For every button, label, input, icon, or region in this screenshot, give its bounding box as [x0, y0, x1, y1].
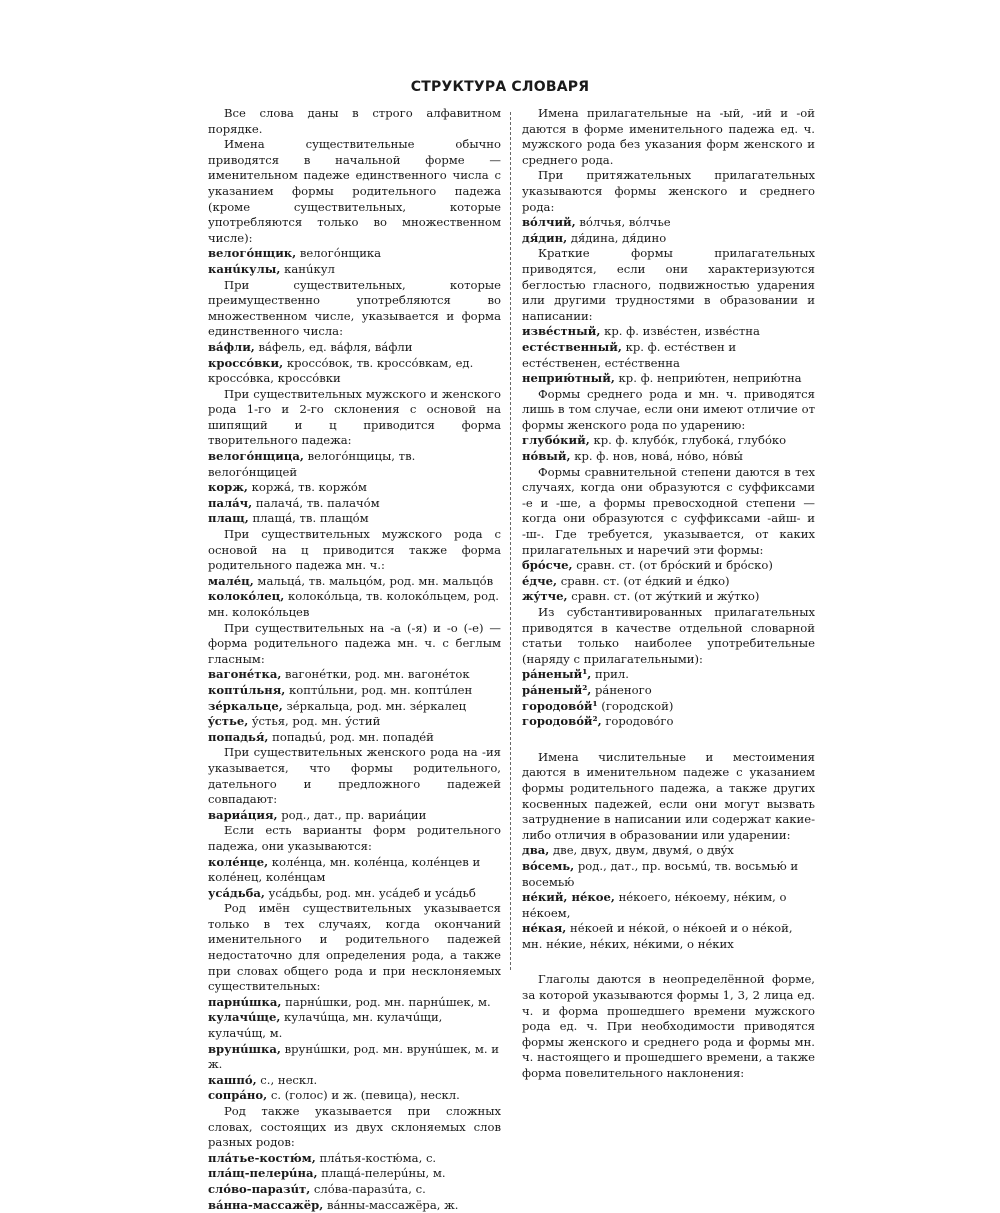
headword: кроссóвки, — [208, 355, 284, 370]
dictionary-entry — [208, 1088, 501, 1104]
paragraph: Род имён существительных указывается только в тех случаях, когда окончаний именительного и родительного падежей недостаточно для определения рода, а также при словах общего рода и при несклоняемых существительных: — [208, 901, 501, 994]
entry-forms: кр. ф. извéстен, извéстна — [600, 324, 760, 339]
dictionary-entry — [208, 262, 501, 278]
headword: зéркальце, — [208, 698, 283, 713]
dictionary-entry — [208, 1198, 501, 1213]
dictionary-entry — [208, 714, 501, 730]
headword: нéкий, нéкое, — [522, 890, 615, 905]
dictionary-entry — [522, 574, 815, 590]
paragraph: При притяжательных прилагательных указываются формы женского и среднего рода: — [522, 168, 815, 214]
headword: вáнна-массажёр, — [208, 1197, 324, 1212]
dictionary-entry — [208, 356, 501, 387]
entry-forms: вагонéтки, род. мн. вагонéток — [281, 667, 470, 682]
dictionary-entry — [208, 886, 501, 902]
dictionary-entry — [522, 843, 815, 859]
dictionary-entry — [522, 890, 815, 921]
dictionary-entry — [208, 1042, 501, 1073]
entry-forms: кр. ф. естéствен и естéственен, естéственна — [522, 339, 737, 370]
entry-forms: вáнны-массажёра, ж. — [323, 1197, 459, 1212]
entry-forms: рáненого — [591, 682, 652, 697]
dictionary-entry — [208, 699, 501, 715]
headword: малéц, — [208, 573, 254, 588]
dictionary-entry — [208, 511, 501, 527]
dictionary-entry — [208, 667, 501, 683]
left-column — [208, 106, 501, 1213]
entry-forms: сравн. ст. (от éдкий и éдко) — [557, 573, 730, 588]
dictionary-entry — [522, 859, 815, 890]
dictionary-entry — [208, 574, 501, 590]
headword: естéственный, — [522, 339, 622, 354]
headword: глубóкий, — [522, 433, 590, 448]
dictionary-entry — [522, 324, 815, 340]
dictionary-entry — [522, 683, 815, 699]
dictionary-entry — [208, 1166, 501, 1182]
headword: вóсемь, — [522, 858, 575, 873]
entry-forms: палачá, тв. палачóм — [252, 495, 380, 510]
paragraph: Имена существительные обычно приводятся в начальной форме — именительном падеже единственного числа с указанием формы родительного падежа (кроме существительных, которые употребляются только во множественном числе): — [208, 137, 501, 245]
page-title: СТРУКТУРА СЛОВАРЯ — [410, 79, 590, 95]
entry-forms: сравн. ст. (от брóский и брóско) — [572, 558, 773, 573]
headword: рáненый², — [522, 682, 592, 697]
entry-forms: род., дат., пр. вариáции — [277, 807, 427, 822]
paragraph: При существительных, которые преимущественно употребляются во множественном числе, указывается и форма единственного числа: — [208, 277, 501, 339]
entry-forms: дя́дина, дя́дино — [567, 230, 667, 245]
dictionary-entry — [208, 1073, 501, 1089]
dictionary-entry — [522, 449, 815, 465]
paragraph: При существительных мужского и женского рода 1-го и 2-го склонения с основой на шипящий и ц приводится форма творительного падежа: — [208, 386, 501, 448]
entry-forms: кр. ф. неприю́тен, неприю́тна — [614, 371, 802, 386]
headword: кашпó, — [208, 1072, 257, 1087]
headword: вáфли, — [208, 339, 255, 354]
headword: вагонéтка, — [208, 667, 282, 682]
dictionary-entry — [208, 496, 501, 512]
entry-forms: две, двух, двум, двумя́, о двýх — [549, 843, 734, 858]
dictionary-entry — [208, 683, 501, 699]
entry-forms: велогóнщицы, тв. велогóнщицей — [208, 449, 416, 479]
entry-forms: нéкоего, нéкоему, нéким, о нéкоем, — [522, 890, 787, 920]
paragraph: При существительных на -а (-я) и -о (-е) — форма родительного падежа мн. ч. с беглым гласным: — [208, 620, 501, 666]
entry-forms: канúкул — [280, 261, 335, 276]
headword: извéстный, — [522, 324, 601, 339]
dictionary-entry — [208, 589, 501, 620]
dictionary-entry — [208, 1151, 501, 1167]
entry-forms: усáдьбы, род. мн. усáдеб и усáдьб — [264, 885, 476, 900]
dictionary-entry — [522, 215, 815, 231]
paragraph: Имена числительные и местоимения даются в именительном падеже с указанием формы родительного падежа, а также других косвенных падежей, если они могут вызвать затруднение в написании или содержат какие-либо отличия в образовании или ударении: — [522, 749, 815, 842]
headword: брóсче, — [522, 558, 573, 573]
headword: два, — [522, 843, 550, 858]
headword: велогóнщик, — [208, 246, 297, 261]
entry-forms: коптúльни, род. мн. коптúлен — [285, 682, 473, 697]
paragraph: Формы сравнительной степени даются в тех случаях, когда они образуются с суффиксами -е и -ше, а формы превосходной степени — когда они образуются с суффиксами -айш- и -ш-. Где требуется, указывается, от каких прилагательных и наречий эти формы: — [522, 464, 815, 557]
entry-forms: слóва-паразúта, с. — [310, 1181, 426, 1196]
headword: дя́дин, — [522, 230, 568, 245]
headword: колéнце, — [208, 854, 269, 869]
paragraph: При существительных мужского рода с основой на ц приводится также форма родительного падежа мн. ч.: — [208, 527, 501, 573]
headword: плащ, — [208, 511, 249, 526]
dictionary-entry — [208, 995, 501, 1011]
headword: велогóнщица, — [208, 449, 304, 464]
headword: нóвый, — [522, 449, 571, 464]
headword: вóлчий, — [522, 215, 576, 230]
headword: рáненый¹, — [522, 667, 592, 682]
dictionary-entry — [208, 246, 501, 262]
headword: вариáция, — [208, 807, 278, 822]
headword: корж, — [208, 480, 248, 495]
headword: ýстье, — [208, 714, 249, 729]
paragraph: Имена прилагательные на -ый, -ий и -ой даются в форме именительного падежа ед. ч. мужского рода без указания форм женского и среднего рода. — [522, 106, 815, 167]
headword: городовóй², — [522, 714, 602, 729]
entry-forms: попадьú, род. мн. попадéй — [268, 729, 434, 744]
entry-forms: кр. ф. клубóк, глубокá, глубóко — [589, 433, 787, 448]
entry-forms: вóлчья, вóлчье — [575, 215, 671, 230]
headword: кулачúще, — [208, 1010, 281, 1025]
dictionary-entry — [522, 589, 815, 605]
headword: слóво-паразúт, — [208, 1181, 311, 1196]
headword: усáдьба, — [208, 885, 265, 900]
dictionary-entry — [208, 449, 501, 480]
headword: плáтье-костю́м, — [208, 1150, 316, 1165]
dictionary-entry — [522, 231, 815, 247]
entry-forms: колéнца, мн. колéнца, колéнцев и колéнец, колéнцам — [208, 854, 481, 885]
dictionary-entry — [208, 855, 501, 886]
dictionary-entry — [522, 921, 815, 952]
paragraph: Глаголы даются в неопределённой форме, за которой указываются формы 1, 3, 2 лица ед. ч. и форма прошедшего времени мужского рода ед. ч. При необходимости приводятся формы женского и среднего рода и формы мн. ч. настоящего и прошедшего времени, а также форма повелительного наклонения: — [522, 972, 815, 1081]
entry-forms: коржá, тв. коржóм — [247, 480, 367, 495]
entry-forms: род., дат., пр. восьмú, тв. восьмью́ и восемью́ — [522, 858, 799, 889]
entry-forms: плащá, тв. плащóм — [248, 511, 369, 526]
paragraph: Род также указывается при сложных словах, состоящих из двух склоняемых слов разных родов: — [208, 1104, 501, 1150]
right-column — [522, 106, 815, 1082]
dictionary-entry — [522, 699, 815, 715]
headword: колокóлец, — [208, 589, 285, 604]
headword: жýтче, — [522, 589, 568, 604]
headword: врунúшка, — [208, 1041, 281, 1056]
entry-forms: плащá-пелерúны, м. — [317, 1166, 446, 1181]
entry-forms: мальцá, тв. мальцóм, род. мн. мальцóв — [253, 573, 494, 588]
entry-forms: прил. — [591, 667, 629, 682]
dictionary-entry — [208, 1182, 501, 1198]
paragraph: При существительных женского рода на -ия указывается, что формы родительного, дательного и предложного падежей совпадают: — [208, 745, 501, 807]
entry-forms: нéкоей и нéкой, о нéкоей и о нéкой, мн. нéкие, нéких, нéкими, о нéких — [522, 921, 793, 951]
headword: коптúльня, — [208, 682, 286, 697]
paragraph: Из субстантивированных прилагательных приводятся в качестве отдельной словарной статьи только наиболее употребительные (наряду с прилагательными): — [522, 605, 815, 666]
entry-forms: кроссóвок, тв. кроссóвкам, ед. кроссóвка, кроссóвки — [208, 355, 474, 386]
dictionary-entry — [522, 340, 815, 371]
dictionary-entry — [208, 480, 501, 496]
entry-forms: плáтья-костю́ма, с. — [315, 1150, 437, 1165]
entry-forms: с. (голос) и ж. (певица), нескл. — [267, 1088, 460, 1103]
headword: канúкулы, — [208, 261, 281, 276]
entry-forms: кулачúща, мн. кулачúщи, кулачúщ, м. — [208, 1010, 443, 1041]
headword: éдче, — [522, 573, 558, 588]
dictionary-entry — [208, 730, 501, 746]
headword: плáщ-пелерúна, — [208, 1166, 318, 1181]
entry-forms: парнúшки, род. мн. парнúшек, м. — [281, 994, 491, 1009]
paragraph: Если есть варианты форм родительного падежа, они указываются: — [208, 823, 501, 853]
entry-forms: сравн. ст. (от жýткий и жýтко) — [567, 589, 760, 604]
dictionary-entry — [522, 371, 815, 387]
dictionary-entry — [208, 340, 501, 356]
headword: неприю́тный, — [522, 371, 615, 386]
dictionary-entry — [208, 1010, 501, 1041]
headword: нéкая, — [522, 921, 567, 936]
headword: сопрáно, — [208, 1088, 268, 1103]
dictionary-entry — [208, 808, 501, 824]
entry-forms: вáфель, ед. вáфля, вáфли — [254, 339, 413, 354]
dictionary-entry — [522, 558, 815, 574]
entry-forms: (городской) — [597, 698, 674, 713]
dictionary-entry — [522, 714, 815, 730]
section-gap — [522, 952, 815, 972]
entry-forms: врунúшки, род. мн. врунúшек, м. и ж. — [208, 1041, 500, 1072]
headword: попадья́, — [208, 729, 269, 744]
dictionary-entry — [522, 433, 815, 449]
paragraph: Все слова даны в строго алфавитном порядке. — [208, 106, 501, 136]
column-divider — [510, 112, 511, 970]
paragraph: Формы среднего рода и мн. ч. приводятся лишь в том случае, если они имеют отличие от формы женского рода по ударению: — [522, 386, 815, 432]
paragraph: Краткие формы прилагательных приводятся, если они характеризуются беглостью гласного, подвижностью ударения или другими трудностями в образовании и написании: — [522, 246, 815, 323]
entry-forms: колокóльца, тв. колокóльцем, род. мн. колокóльцев — [208, 589, 499, 619]
headword: палáч, — [208, 495, 253, 510]
entry-forms: велогóнщика — [296, 246, 382, 261]
dictionary-entry — [522, 667, 815, 683]
headword: парнúшка, — [208, 994, 282, 1009]
section-gap — [522, 730, 815, 750]
entry-forms: городовóго — [601, 714, 674, 729]
entry-forms: зéркальца, род. мн. зéркалец — [282, 698, 467, 713]
entry-forms: ýстья, род. мн. ýстий — [248, 714, 381, 729]
headword: городовóй¹ — [522, 698, 598, 713]
entry-forms: кр. ф. нов, новá, нóво, нóвы́ — [570, 449, 743, 464]
entry-forms: с., нескл. — [256, 1072, 318, 1087]
